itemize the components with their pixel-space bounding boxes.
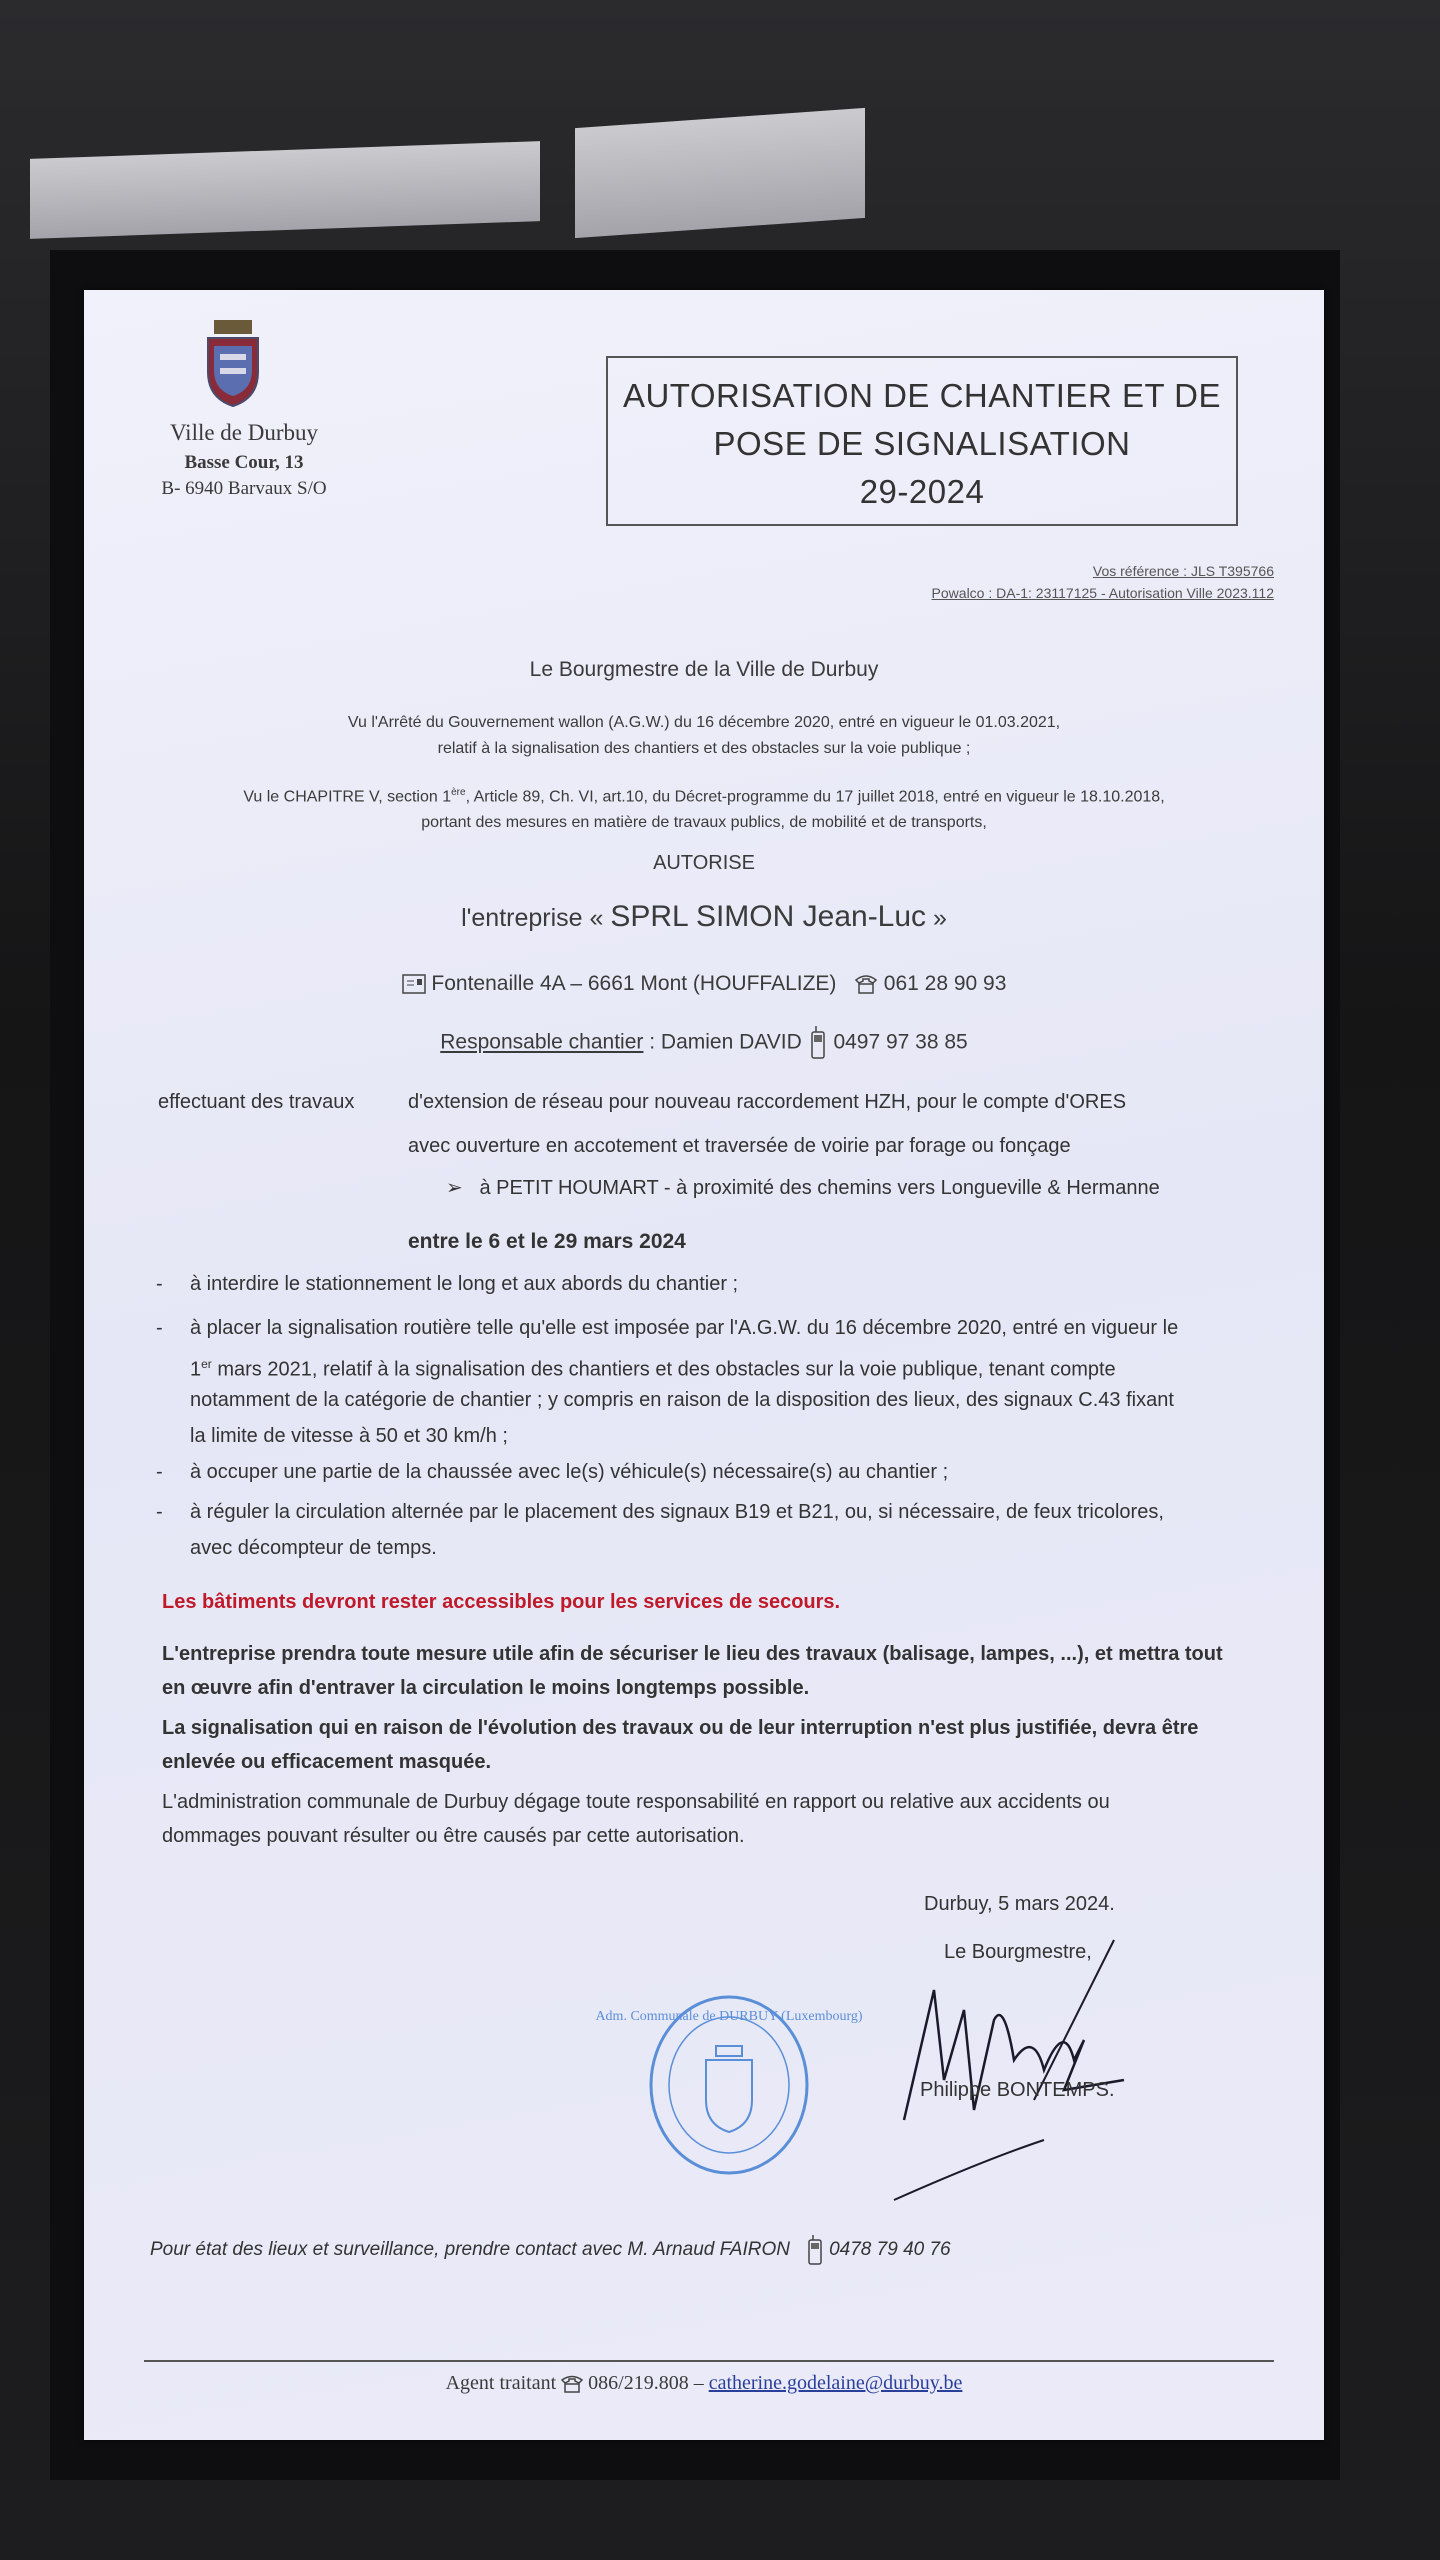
obligation-3: à occuper une partie de la chaussée avec le(s) véhicule(s) nécessaire(s) au chantier ; <box>190 1461 949 1483</box>
footer <box>84 2372 1324 2395</box>
title-line-1: AUTORISATION DE CHANTIER ET DE <box>622 377 1222 414</box>
legal-basis-2 <box>84 780 1324 836</box>
company-address-line <box>84 972 1324 996</box>
legal-basis-2-line-2: portant des mesures en matière de travaux publics, de mobilité et de transports, <box>421 814 987 832</box>
works-label: effectuant des travaux <box>158 1091 355 1113</box>
obligation-2-line-2-text: mars 2021, relatif à la signalisation des chantiers et des obstacles sur la voie publique, tenant compte <box>217 1358 1116 1381</box>
legal-basis-1-line-2: relatif à la signalisation des chantiers et des obstacles sur la voie publique ; <box>437 740 971 757</box>
obligation-2-line-3: notamment de la catégorie de chantier ; y compris en raison de la disposition des lieux, des signaux C.43 fixant <box>190 1389 1174 1411</box>
contact-text: Pour état des lieux et surveillance, prendre contact avec M. Arnaud FAIRON <box>150 2239 790 2260</box>
signatory-name: Philippe BONTEMPS. <box>920 2079 1115 2101</box>
footer-phone: 086/219.808 – <box>588 2372 704 2394</box>
mobile-phone-icon <box>806 2235 824 2265</box>
company-address: Fontenaille 4A – 6661 Mont (HOUFFALIZE) <box>431 972 837 995</box>
town-name: Ville de Durbuy <box>169 420 319 445</box>
works-location: à PETIT HOUMART - à proximité des chemins vers Longueville & Hermanne <box>479 1177 1160 1199</box>
legal-basis-2-line-1 <box>84 780 1324 810</box>
contact-phone: 0478 79 40 76 <box>829 2239 951 2260</box>
site-manager-line <box>84 1026 1324 1060</box>
company-suffix: » <box>933 904 947 932</box>
safety-note-line-1: L'entreprise prendra toute mesure utile afin de sécuriser le lieu des travaux (balisage, lampes, ...), et mettra tout <box>162 1643 1223 1665</box>
light-reflection-right <box>575 108 865 238</box>
company-phone: 061 28 90 93 <box>883 972 1007 995</box>
signature-place-date: Durbuy, 5 mars 2024. <box>924 1893 1115 1915</box>
authorise-heading: AUTORISE <box>653 852 755 874</box>
authorization-document <box>84 290 1324 2440</box>
emergency-access-note: Les bâtiments devront rester accessibles pour les services de secours. <box>162 1591 841 1613</box>
footer-agent-label: Agent traitant <box>445 2372 557 2394</box>
site-manager-name: : Damien DAVID <box>649 1030 802 1054</box>
company-name: SPRL SIMON Jean-Luc <box>610 900 927 933</box>
company-prefix: l'entreprise « <box>461 904 604 932</box>
contact-line <box>150 2234 951 2266</box>
legal-basis-2-post: , Article 89, Ch. VI, art.10, du Décret-programme du 17 juillet 2018, entré en vigueur le 18.10.2018, <box>465 788 1165 806</box>
date-day: 1 <box>190 1358 202 1381</box>
references <box>932 560 1274 604</box>
works-line-2: avec ouverture en accotement et traversée de voirie par forage ou fonçage <box>408 1135 1071 1157</box>
coat-of-arms-icon <box>204 320 262 406</box>
works-dates: entre le 6 et le 29 mars 2024 <box>408 1230 686 1253</box>
town-address <box>124 420 364 500</box>
title-number: 29-2024 <box>859 473 985 510</box>
obligation-2-line-2 <box>190 1348 1270 1386</box>
footer-divider <box>144 2360 1274 2362</box>
legal-basis-2-sup: ère <box>451 787 466 798</box>
list-dash-2: - <box>156 1317 163 1339</box>
signature-role: Le Bourgmestre, <box>944 1941 1092 1963</box>
document-title-box <box>606 356 1238 526</box>
municipal-stamp <box>595 1990 863 2180</box>
company-line <box>84 900 1324 934</box>
liability-note-line-2: dommages pouvant résulter ou être causés par cette autorisation. <box>162 1825 745 1847</box>
works-location-line <box>446 1172 1160 1204</box>
footer-email-link[interactable]: catherine.godelaine@durbuy.be <box>708 2372 963 2394</box>
stamp-text: Adm. Communale de DURBUY (Luxembourg) <box>595 2009 863 2024</box>
legal-basis-2-pre: Vu le CHAPITRE V, section 1 <box>243 788 452 806</box>
list-dash-4: - <box>156 1501 163 1523</box>
safety-note-line-2: en œuvre afin d'entraver la circulation le moins longtemps possible. <box>162 1677 810 1699</box>
site-manager-phone: 0497 97 38 85 <box>833 1030 968 1054</box>
title-line-2: POSE DE SIGNALISATION <box>713 425 1131 462</box>
signage-note-line-2: enlevée ou efficacement masquée. <box>162 1751 492 1773</box>
works-line-1: d'extension de réseau pour nouveau raccordement HZH, pour le compte d'ORES <box>408 1091 1127 1113</box>
phone-icon <box>854 974 878 994</box>
liability-note-line-1: L'administration communale de Durbuy dégage toute responsabilité en rapport ou relative aux accidents ou <box>162 1791 1110 1813</box>
site-manager-label: Responsable chantier <box>440 1030 644 1054</box>
date-sup: er <box>201 1357 212 1371</box>
obligation-4-line-1: à réguler la circulation alternée par le placement des signaux B19 et B21, ou, si nécessaire, de feux tricolores, <box>190 1501 1164 1523</box>
mayor-heading: Le Bourgmestre de la Ville de Durbuy <box>529 658 879 681</box>
town-street: Basse Cour, 13 <box>184 452 304 473</box>
reference-client: Vos référence : JLS T395766 <box>1092 563 1274 579</box>
mobile-phone-icon <box>808 1026 828 1060</box>
town-postcode: B- 6940 Barvaux S/O <box>161 478 327 499</box>
address-card-icon <box>402 974 426 994</box>
arrow-bullet-icon: ➢ <box>446 1177 463 1199</box>
obligation-2-line-4: la limite de vitesse à 50 et 30 km/h ; <box>190 1425 508 1447</box>
obligation-4-line-2: avec décompteur de temps. <box>190 1537 437 1559</box>
legal-basis-1-line-1: Vu l'Arrêté du Gouvernement wallon (A.G.W.) du 16 décembre 2020, entré en vigueur le 01.03.2021, <box>347 714 1061 731</box>
phone-icon <box>561 2375 583 2393</box>
obligation-2-line-1: à placer la signalisation routière telle qu'elle est imposée par l'A.G.W. du 16 décembre 2020, entré en vigueur le <box>190 1317 1179 1339</box>
list-dash-3: - <box>156 1461 163 1483</box>
handwritten-signature <box>884 1930 1144 2210</box>
list-dash-1: - <box>156 1273 163 1295</box>
obligation-1: à interdire le stationnement le long et aux abords du chantier ; <box>190 1273 739 1295</box>
signage-note-line-1: La signalisation qui en raison de l'évolution des travaux ou de leur interruption n'est plus justifiée, devra être <box>162 1717 1199 1739</box>
reference-powalco: Powalco : DA-1: 23117125 - Autorisation Ville 2023.112 <box>931 585 1274 601</box>
legal-basis-1 <box>84 710 1324 762</box>
